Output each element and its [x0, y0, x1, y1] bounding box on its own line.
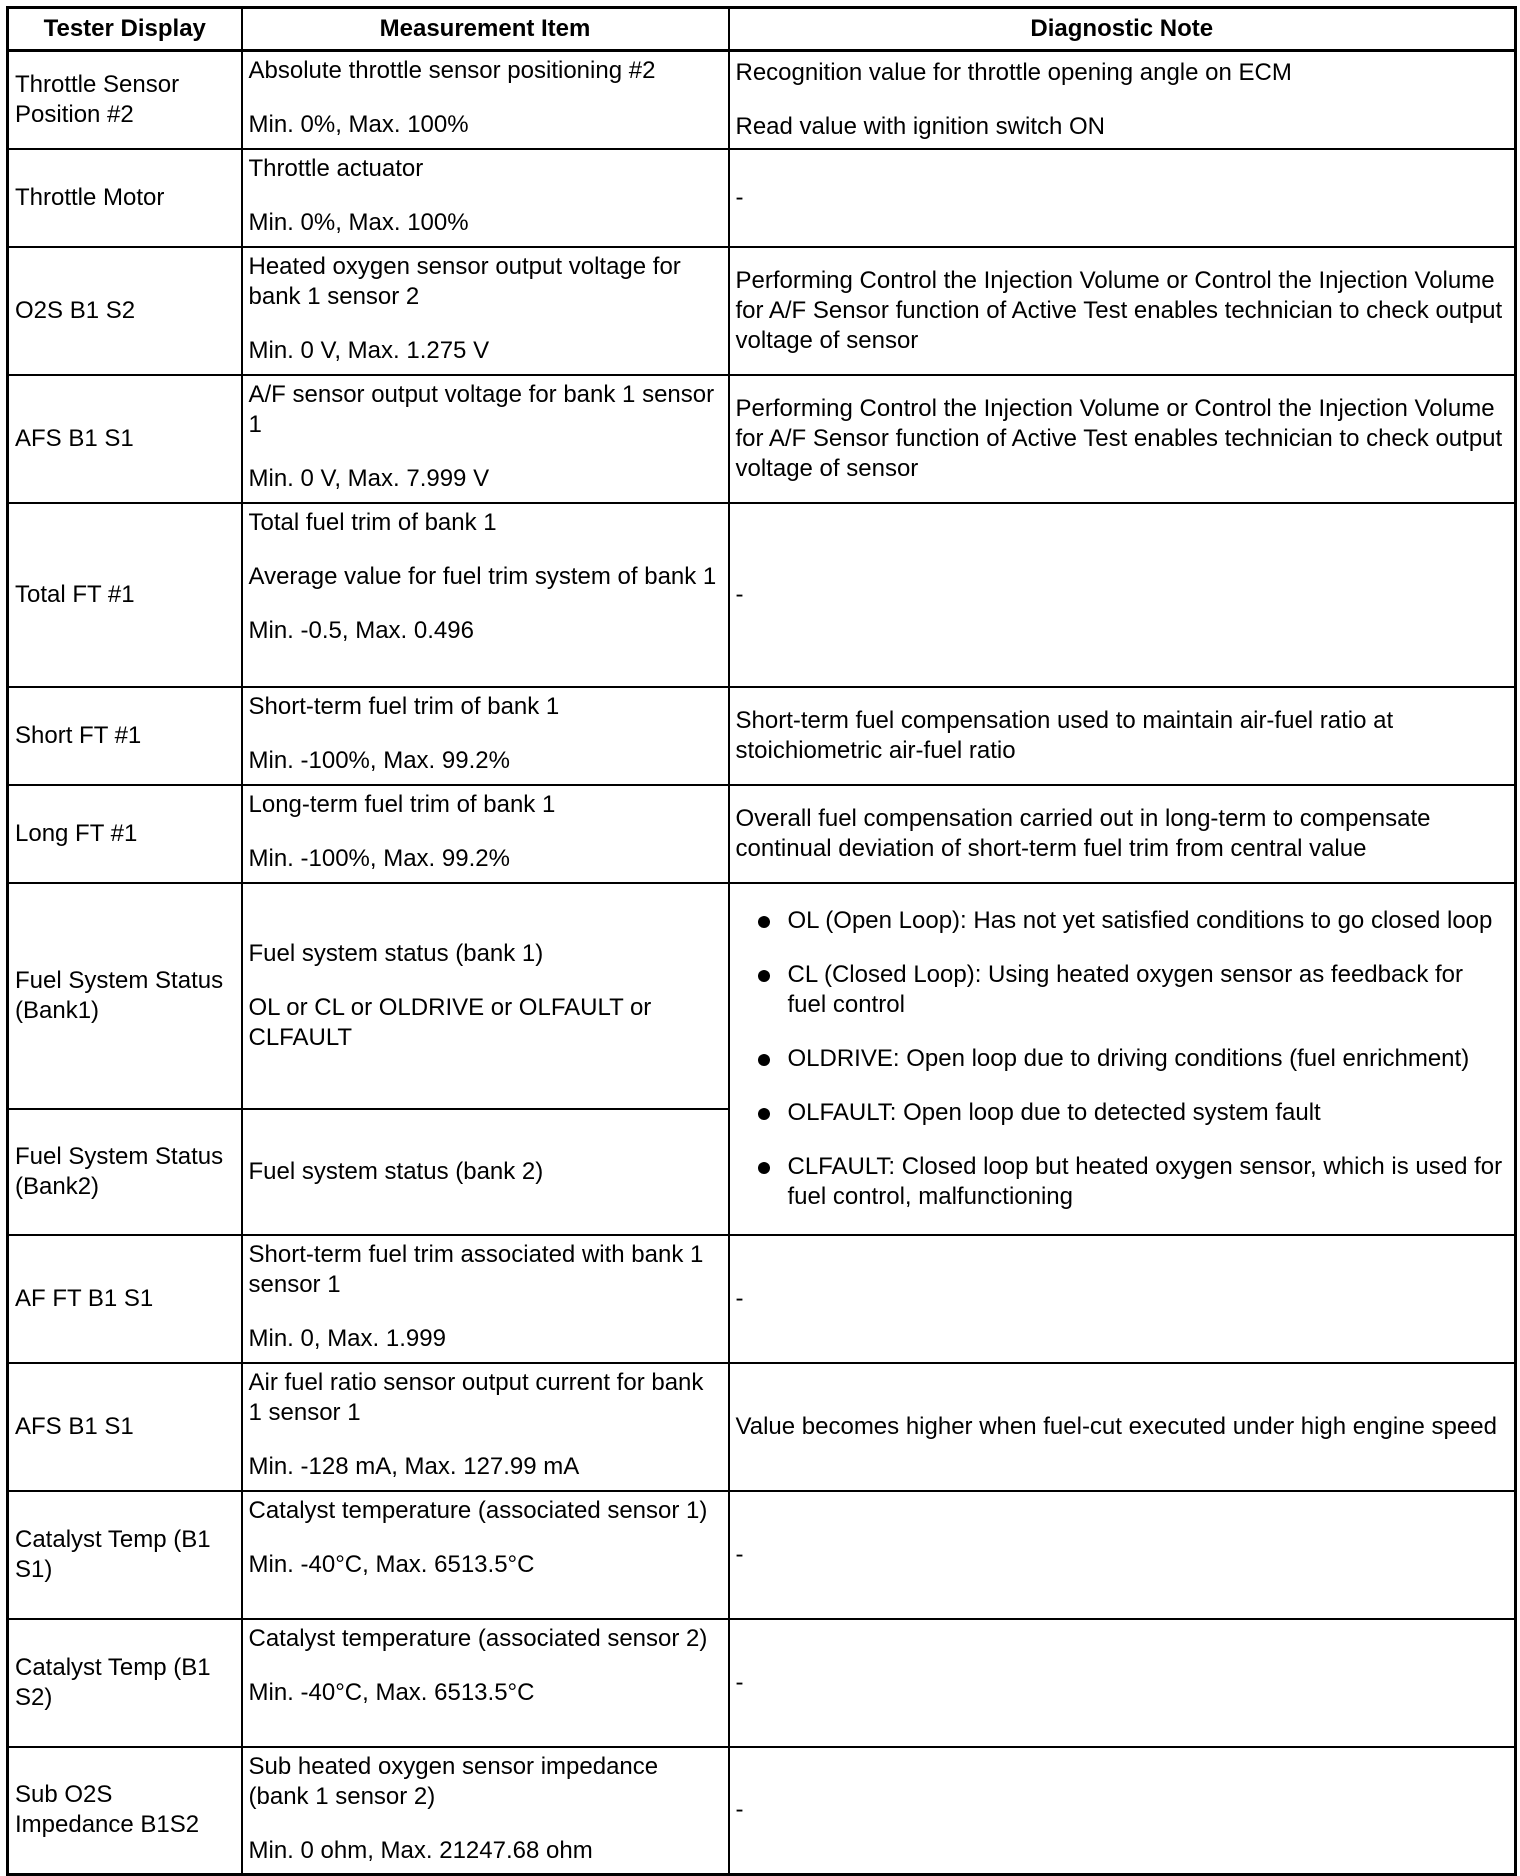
data-list-table [6, 6, 1517, 1876]
diagnostic-note-cell: - [729, 1235, 1516, 1363]
list-item: OL (Open Loop): Has not yet satisfied conditions to go closed loop [758, 906, 1509, 936]
measurement-item-cell [242, 883, 729, 1109]
measurement-range-text: OL or CL or OLDRIVE or OLFAULT or CLFAULT [248, 993, 652, 1051]
measurement-item-text: Short-term fuel trim associated with bank 1 sensor 1 [248, 1240, 704, 1298]
tester-display-cell: Long FT #1 [8, 785, 242, 883]
measurement-range-text: Min. -128 mA, Max. 127.99 mA [248, 1452, 580, 1480]
measurement-item-text: Fuel system status (bank 1) [248, 939, 544, 967]
fuel-status-notes-list [736, 906, 1509, 1212]
diagnostic-note-cell: - [729, 1619, 1516, 1747]
table-row [8, 247, 1516, 375]
measurement-range-text: Min. 0, Max. 1.999 [248, 1324, 446, 1352]
list-item: CL (Closed Loop): Using heated oxygen sensor as feedback for fuel control [758, 960, 1509, 1020]
measurement-item-cell [242, 375, 729, 503]
measurement-range-text: Min. 0%, Max. 100% [248, 111, 469, 138]
measurement-item-cell: Fuel system status (bank 2) [242, 1109, 729, 1235]
measurement-range-text: Min. -40°C, Max. 6513.5°C [248, 1550, 535, 1578]
diagnostic-note-cell: - [729, 149, 1516, 247]
measurement-item-cell [242, 1363, 729, 1491]
tester-display-cell: Throttle Motor [8, 149, 242, 247]
table-row [8, 1235, 1516, 1363]
measurement-range-text: Min. 0 ohm, Max. 21247.68 ohm [248, 1836, 593, 1864]
measurement-range-text: Min. -0.5, Max. 0.496 [248, 616, 474, 644]
table-row [8, 785, 1516, 883]
measurement-item-cell [242, 1619, 729, 1747]
header-measurement-item: Measurement Item [242, 8, 729, 51]
table-row [8, 375, 1516, 503]
measurement-item-cell [242, 785, 729, 883]
header-diagnostic-note: Diagnostic Note [729, 8, 1516, 51]
tester-display-cell: Sub O2S Impedance B1S2 [8, 1747, 242, 1875]
tester-display-cell: AFS B1 S1 [8, 1363, 242, 1491]
table-row [8, 1619, 1516, 1747]
tester-display-cell: AFS B1 S1 [8, 375, 242, 503]
measurement-range-text: Min. -100%, Max. 99.2% [248, 844, 510, 872]
diagnostic-note-text-2: Read value with ignition switch ON [735, 112, 1106, 140]
tester-display-cell: Total FT #1 [8, 503, 242, 687]
diagnostic-note-cell: Value becomes higher when fuel-cut executed under high engine speed [729, 1363, 1516, 1491]
measurement-range-text: Min. 0 V, Max. 7.999 V [248, 464, 490, 492]
measurement-item-cell [242, 503, 729, 687]
measurement-item-cell [242, 1235, 729, 1363]
measurement-item-text: Short-term fuel trim of bank 1 [248, 692, 560, 720]
diagnostic-note-cell: Performing Control the Injection Volume or Control the Injection Volume for A/F Sensor function of Active Test enables technician to check output voltage of sensor [729, 247, 1516, 375]
diagnostic-note-cell: Performing Control the Injection Volume or Control the Injection Volume for A/F Sensor function of Active Test enables technician to check output voltage of sensor [729, 375, 1516, 503]
table-row [8, 149, 1516, 247]
tester-display-cell: Catalyst Temp (B1 S2) [8, 1619, 242, 1747]
measurement-item-cell [242, 1491, 729, 1619]
measurement-item-cell [242, 149, 729, 247]
measurement-item-cell [242, 1747, 729, 1875]
measurement-range-text: Min. -100%, Max. 99.2% [248, 746, 510, 774]
diagnostic-note-cell: Overall fuel compensation carried out in long-term to compensate continual deviation of short-term fuel trim from central value [729, 785, 1516, 883]
measurement-range-text: Min. 0 V, Max. 1.275 V [248, 336, 490, 364]
diagnostic-note-cell: - [729, 1491, 1516, 1619]
diagnostic-note-text: Recognition value for throttle opening angle on ECM [735, 58, 1292, 86]
table-row [8, 1491, 1516, 1619]
tester-display-cell: Short FT #1 [8, 687, 242, 785]
measurement-item-text: Absolute throttle sensor positioning #2 [248, 57, 656, 84]
table-row [8, 1363, 1516, 1491]
measurement-item-text: Throttle actuator [248, 154, 424, 182]
tester-display-cell: Catalyst Temp (B1 S1) [8, 1491, 242, 1619]
data-list-table-wrapper [6, 6, 1517, 1876]
measurement-item-cell [242, 51, 729, 149]
measurement-item-text: Air fuel ratio sensor output current for bank 1 sensor 1 [248, 1368, 704, 1426]
table-row [8, 687, 1516, 785]
measurement-item-text: Catalyst temperature (associated sensor 1) [248, 1496, 708, 1524]
tester-display-cell: Fuel System Status (Bank2) [8, 1109, 242, 1235]
measurement-item-text: Heated oxygen sensor output voltage for bank 1 sensor 2 [248, 252, 681, 310]
table-header-row [8, 8, 1516, 51]
measurement-item-text: Total fuel trim of bank 1 [248, 508, 497, 536]
measurement-item-text: Sub heated oxygen sensor impedance (bank 1 sensor 2) [248, 1752, 659, 1810]
fuel-status-notes-cell [729, 883, 1516, 1235]
list-item: OLDRIVE: Open loop due to driving conditions (fuel enrichment) [758, 1044, 1509, 1074]
measurement-item-text: Long-term fuel trim of bank 1 [248, 790, 556, 818]
measurement-item-text-2: Average value for fuel trim system of bank 1 [248, 562, 717, 590]
tester-display-cell: O2S B1 S2 [8, 247, 242, 375]
diagnostic-note-cell: - [729, 1747, 1516, 1875]
measurement-range-text: Min. 0%, Max. 100% [248, 208, 469, 236]
measurement-item-cell [242, 687, 729, 785]
table-row [8, 883, 1516, 1109]
diagnostic-note-cell: Short-term fuel compensation used to maintain air-fuel ratio at stoichiometric air-fuel ratio [729, 687, 1516, 785]
measurement-item-cell [242, 247, 729, 375]
tester-display-cell: Fuel System Status (Bank1) [8, 883, 242, 1109]
diagnostic-note-cell: - [729, 503, 1516, 687]
table-row [8, 51, 1516, 149]
tester-display-cell: Throttle Sensor Position #2 [8, 51, 242, 149]
tester-display-cell: AF FT B1 S1 [8, 1235, 242, 1363]
measurement-item-text: Catalyst temperature (associated sensor 2) [248, 1624, 708, 1652]
list-item: OLFAULT: Open loop due to detected system fault [758, 1098, 1509, 1128]
table-row [8, 1747, 1516, 1875]
header-tester-display: Tester Display [8, 8, 242, 51]
table-row [8, 503, 1516, 687]
list-item: CLFAULT: Closed loop but heated oxygen sensor, which is used for fuel control, malfunctioning [758, 1152, 1509, 1212]
diagnostic-note-cell [729, 51, 1516, 149]
measurement-item-text: A/F sensor output voltage for bank 1 sensor 1 [248, 380, 715, 438]
measurement-range-text: Min. -40°C, Max. 6513.5°C [248, 1678, 535, 1706]
